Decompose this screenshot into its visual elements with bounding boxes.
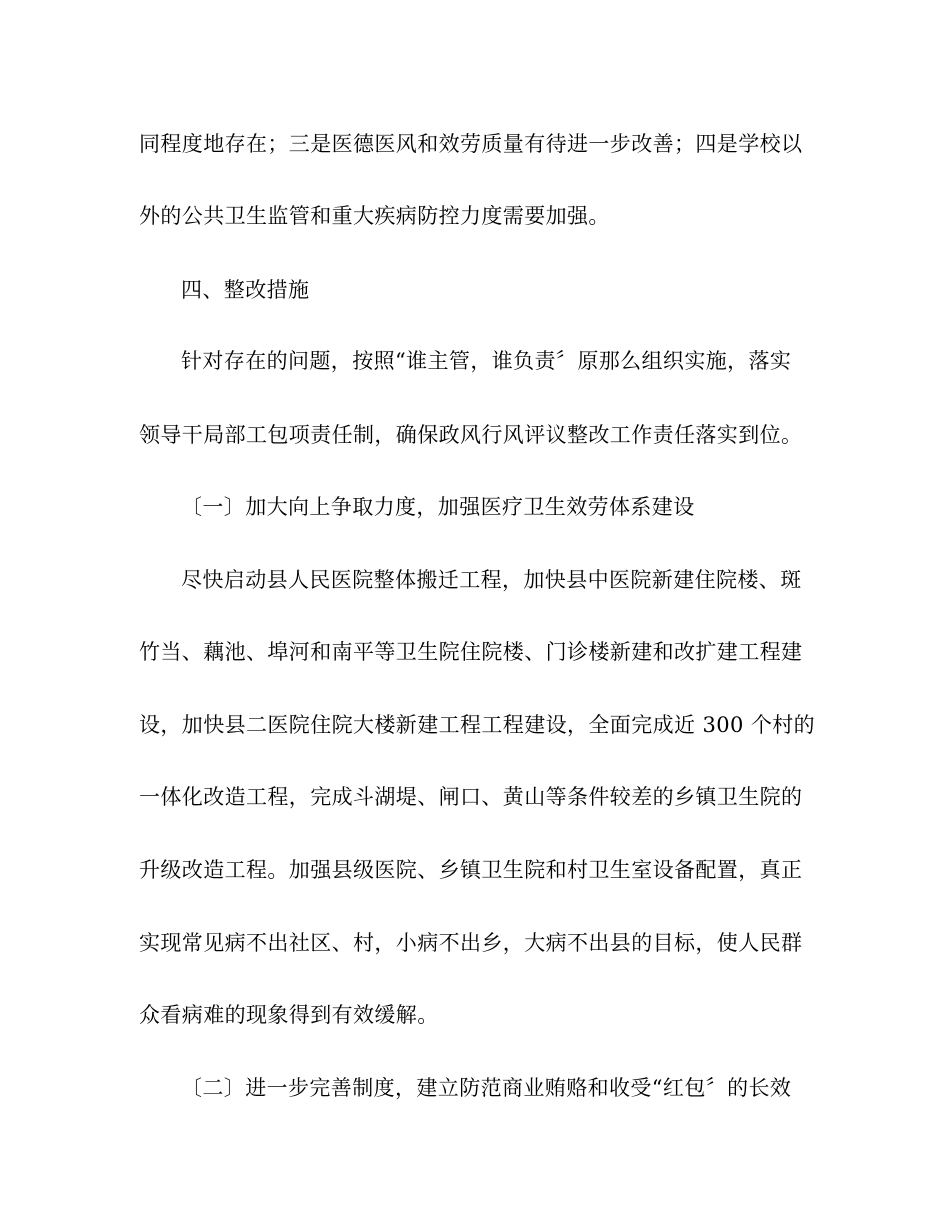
paragraph-line: 尽快启动县人民医院整体搬迁工程，加快县中医院新建住院楼、斑 [181,568,802,592]
section-heading: 四、整改措施 [181,278,310,302]
subsection-heading: 〔二〕进一步完善制度，建立防范商业贿赂和收受“红包〞的长效 [181,1076,792,1100]
paragraph-line: 实现常见病不出社区、村，小病不出乡，大病不出县的目标，使人民群 [139,931,803,955]
paragraph-line: 外的公共卫生监管和重大疾病防控力度需要加强。 [139,204,610,228]
paragraph-line: 领导干局部工包项责任制，确保政风行风评议整改工作责任落实到位。 [139,423,803,447]
paragraph-line: 一体化改造工程，完成斗湖堤、闸口、黄山等条件较差的乡镇卫生院的 [139,785,803,809]
paragraph-line: 设，加快县二医院住院大楼新建工程工程建设，全面完成近 300 个村的 [139,713,816,737]
paragraph-line: 竹当、藕池、埠河和南平等卫生院住院楼、门诊楼新建和改扩建工程建 [139,640,803,664]
paragraph-line: 众看病难的现象得到有效缓解。 [139,1003,439,1027]
paragraph-line: 升级改造工程。加强县级医院、乡镇卫生院和村卫生室设备配置，真正 [139,858,803,882]
paragraph-line: 同程度地存在；三是医德医风和效劳质量有待进一步改善；四是学校以 [139,132,803,156]
subsection-heading: 〔一〕加大向上争取力度，加强医疗卫生效劳体系建设 [181,495,695,519]
paragraph-line: 针对存在的问题，按照“谁主管，谁负责〞原那么组织实施，落实 [181,349,792,373]
